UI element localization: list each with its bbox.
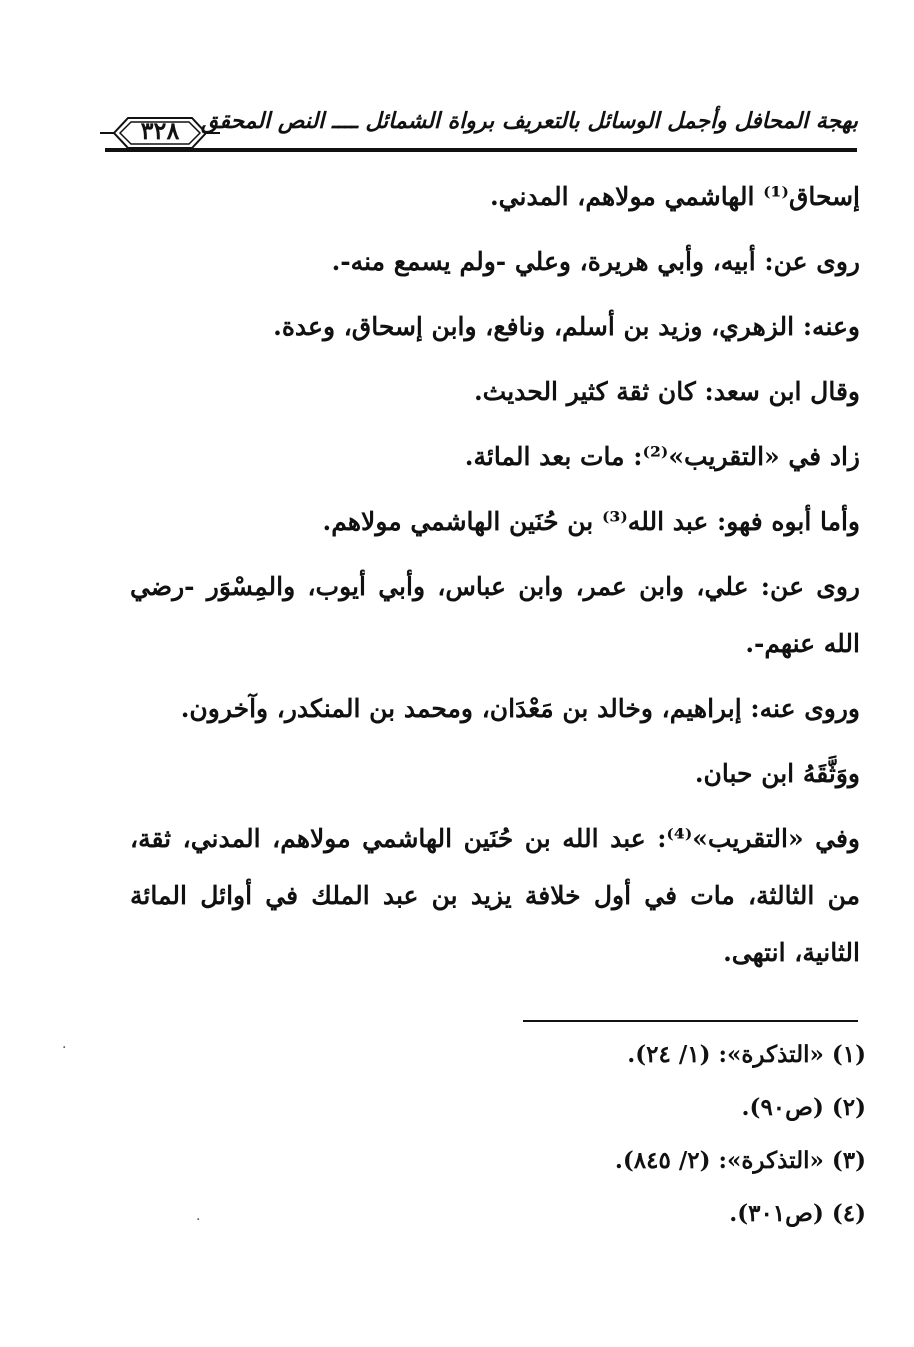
- body-text: [130, 168, 860, 989]
- paragraph-4: وقال ابن سعد: كان ثقة كثير الحديث.: [473, 377, 860, 406]
- footnote-2: (٢) (ص٩٠).: [741, 1094, 866, 1121]
- scan-speck: ·: [196, 1212, 201, 1228]
- footnote-1: (١) «التذكرة»: (١/ ٢٤).: [627, 1041, 866, 1068]
- paragraph-7: روى عن: علي، وابن عمر، وابن عباس، وأبي أيوب، والمِسْوَر -رضي الله عنهم-.: [130, 572, 860, 658]
- running-title: بهجة المحافل وأجمل الوسائل بالتعريف برواة الشمائل ــــ النص المحقق: [200, 108, 858, 134]
- scan-speck: ·: [62, 1040, 67, 1056]
- page-number: ٣٢٨: [140, 116, 180, 145]
- footnote-3: (٣) «التذكرة»: (٢/ ٨٤٥).: [614, 1147, 866, 1174]
- paragraph-10: وفي «التقريب»⁽⁴⁾: عبد الله بن حُنَين الهاشمي مولاهم، المدني، ثقة، من الثالثة، مات في أول خلافة يزيد بن عبد الملك في أوائل المائة الثانية، انتهى.: [130, 824, 860, 967]
- footnote-rule: [523, 1020, 858, 1022]
- footnote-4: (٤) (ص٣٠١).: [729, 1200, 866, 1227]
- paragraph-6: وأما أبوه فهو: عبد الله⁽³⁾ بن حُنَين الهاشمي مولاهم.: [322, 507, 860, 536]
- paragraph-5: زاد في «التقريب»⁽²⁾: مات بعد المائة.: [464, 442, 860, 471]
- paragraph-2: روى عن: أبيه، وأبي هريرة، وعلي -ولم يسمع منه-.: [331, 247, 860, 276]
- page-number-badge: [100, 114, 220, 152]
- paragraph-3: وعنه: الزهري، وزيد بن أسلم، ونافع، وابن إسحاق، وعدة.: [273, 312, 860, 341]
- paragraph-8: وروى عنه: إبراهيم، وخالد بن مَعْدَان، ومحمد بن المنكدر، وآخرون.: [180, 694, 860, 723]
- header-rule: [105, 148, 857, 152]
- paragraph-1: إسحاق⁽¹⁾ الهاشمي مولاهم، المدني.: [489, 182, 860, 211]
- paragraph-9: ووَثَّقَهُ ابن حبان.: [694, 759, 860, 788]
- footnotes: [300, 1028, 866, 1240]
